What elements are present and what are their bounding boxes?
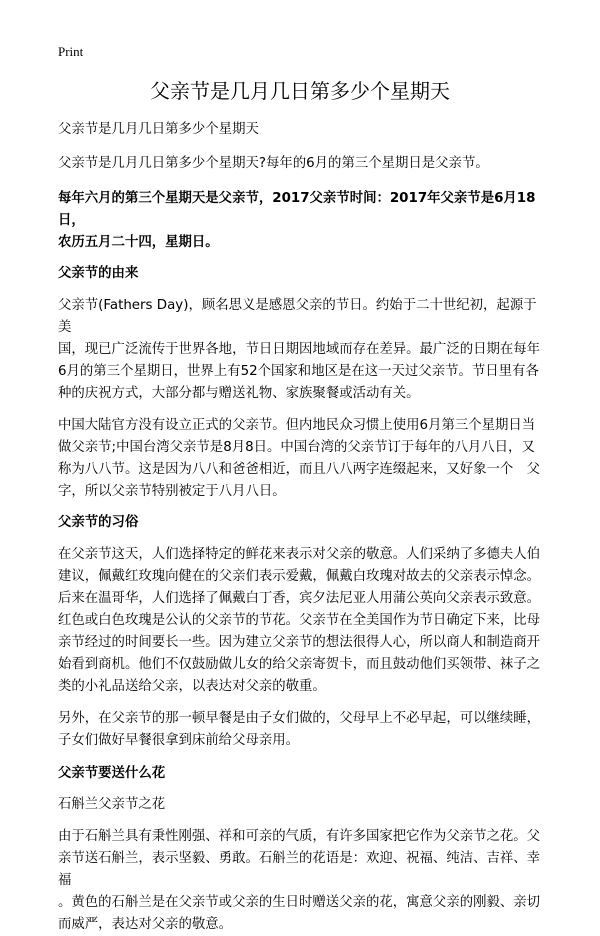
highlight-line: 每年六月的第三个星期天是父亲节，2017父亲节时间：2017年父亲节是6月18日， — [58, 191, 536, 228]
text-line: 亲节经过的时间要长一些。因为建立父亲节的想法很得人心，所以商人和制造商开 — [58, 635, 541, 650]
article-body — [58, 119, 544, 936]
text-line: 国，现已广泛流传于世界各地，节日日期因地域而存在差异。最广泛的日期在每年 — [58, 342, 541, 357]
section-subheading: 石斛兰父亲节之花 — [58, 797, 166, 812]
text-line: 子女们做好早餐很拿到床前给父母亲用。 — [58, 733, 300, 748]
highlight-paragraph — [58, 188, 544, 254]
text-line: 父亲节(Fathers Day)，顾名思义是感恩父亲的节日。约始于二十世纪初，起源于美 — [58, 298, 537, 335]
origin-paragraph-2 — [58, 415, 544, 503]
page-title: 父亲节是几月几日第多少个星期天 — [150, 79, 450, 103]
origin-paragraph-1 — [58, 295, 544, 405]
text-line: 后来在温哥华，人们选择了佩戴白丁香，宾夕法尼亚人用蒲公英向父亲表示致意。 — [58, 591, 541, 606]
intro-paragraph: 父亲节是几月几日第多少个星期天?每年的6月的第三个星期日是父亲节。 — [58, 156, 489, 171]
text-line: 而威严，表达对父亲的敬意。 — [58, 917, 233, 932]
text-line: 做父亲节;中国台湾父亲节是8月8日。中国台湾的父亲节订于每年的八月八日，又 — [58, 440, 535, 455]
flowers-paragraph-1 — [58, 826, 544, 936]
text-line: 建议，佩戴红玫瑰向健在的父亲们表示爱戴，佩戴白玫瑰对故去的父亲表示悼念。 — [58, 569, 541, 584]
text-line: 6月的第三个星期日，世界上有52个国家和地区是在这一天过父亲节。节日里有各 — [58, 364, 539, 379]
text-line: 字，所以父亲节特别被定于八月八日。 — [58, 484, 286, 499]
text-line: 亲节送石斛兰，表示坚毅、勇敢。石斛兰的花语是：欢迎、祝福、纯洁、吉祥、幸福 — [58, 851, 541, 888]
text-line: 在父亲节这天，人们选择特定的鲜花来表示对父亲的敬意。人们采纳了多德夫人伯 — [58, 547, 541, 562]
text-line: 由于石斛兰具有秉性刚强、祥和可亲的气质，有许多国家把它作为父亲节之花。父 — [58, 829, 541, 844]
section-heading-customs: 父亲节的习俗 — [58, 515, 139, 530]
customs-paragraph-1 — [58, 544, 544, 698]
section-heading-flowers: 父亲节要送什么花 — [58, 766, 166, 781]
text-line: 中国大陆官方没有设立正式的父亲节。但内地民众习惯上使用6月第三个星期日当 — [58, 418, 536, 433]
section-heading-origin: 父亲节的由来 — [58, 266, 139, 281]
text-line: 称为八八节。这是因为八八和爸爸相近，而且八八两字连缀起来，又好象一个 父 — [58, 462, 541, 477]
highlight-line: 农历五月二十四，星期日。 — [58, 235, 219, 250]
customs-paragraph-2 — [58, 708, 544, 752]
text-line: 始看到商机。他们不仅鼓励做儿女的给父亲寄贺卡，而且鼓动他们买领带、袜子之 — [58, 657, 541, 672]
text-line: 。黄色的石斛兰是在父亲节或父亲的生日时赠送父亲的花，寓意父亲的刚毅、亲切 — [58, 895, 541, 910]
text-line: 种的庆祝方式，大部分都与赠送礼物、家族聚餐或活动有关。 — [58, 386, 420, 401]
text-line: 另外，在父亲节的那一顿早餐是由子女们做的，父母早上不必早起，可以继续睡， — [58, 711, 541, 726]
text-line: 类的小礼品送给父亲，以表达对父亲的敬重。 — [58, 679, 326, 694]
print-link[interactable]: Print — [58, 44, 84, 59]
intro-title: 父亲节是几月几日第多少个星期天 — [58, 122, 259, 137]
text-line: 红色或白色玫瑰是公认的父亲节的节花。父亲节在全美国作为节日确定下来，比母 — [58, 613, 541, 628]
